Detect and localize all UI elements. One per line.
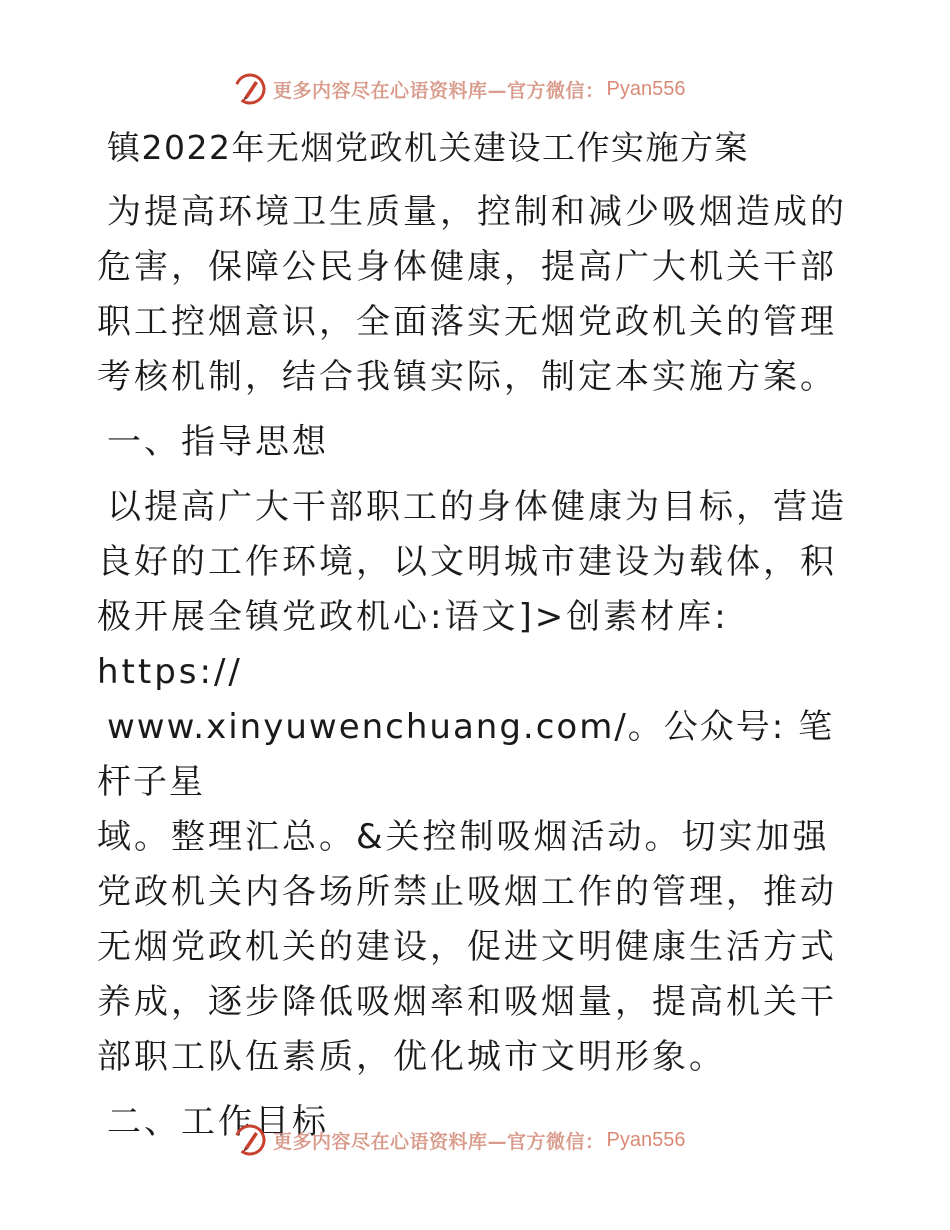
section1-text-part1: 以提高广大干部职工的身体健康为目标，营造良好的工作环境，以文明城市建设为载体，积极开展全镇党政机心:语文]>创素材库: https:// <box>97 487 847 692</box>
header-watermark <box>233 72 685 106</box>
section1-paragraph <box>97 480 857 1085</box>
watermark-text: 更多内容尽在心语资料库—官方微信： <box>273 1130 605 1153</box>
pen-logo-icon <box>233 1123 267 1157</box>
section1-url-line: www.xinyuwenchuang.com/。公众号: 笔杆子星 <box>97 707 835 802</box>
footer-watermark <box>233 1123 685 1157</box>
intro-paragraph: 为提高环境卫生质量，控制和减少吸烟造成的危害，保障公民身体健康，提高广大机关干部职工控烟意识，全面落实无烟党政机关的管理考核机制，结合我镇实际，制定本实施方案。 <box>97 192 847 397</box>
pen-logo-icon <box>233 72 267 106</box>
document-title: 镇2022年无烟党政机关建设工作实施方案 <box>107 128 749 167</box>
watermark-text: 更多内容尽在心语资料库—官方微信： <box>273 79 605 102</box>
watermark-wechat-id: Pyan556 <box>606 77 686 100</box>
section1-text-part2: 域。整理汇总。&关控制吸烟活动。切实加强党政机关内各场所禁止吸烟工作的管理，推动无烟党政机关的建设，促进文明健康生活方式养成，逐步降低吸烟率和吸烟量，提高机关干部职工队伍素质，优化城市文明形象。 <box>97 817 837 1077</box>
document-body <box>97 120 857 1150</box>
section-heading-work-goals: 二、工作目标 <box>107 1102 329 1142</box>
section-heading-guiding-ideology: 一、指导思想 <box>107 422 329 462</box>
watermark-wechat-id: Pyan556 <box>606 1128 686 1151</box>
